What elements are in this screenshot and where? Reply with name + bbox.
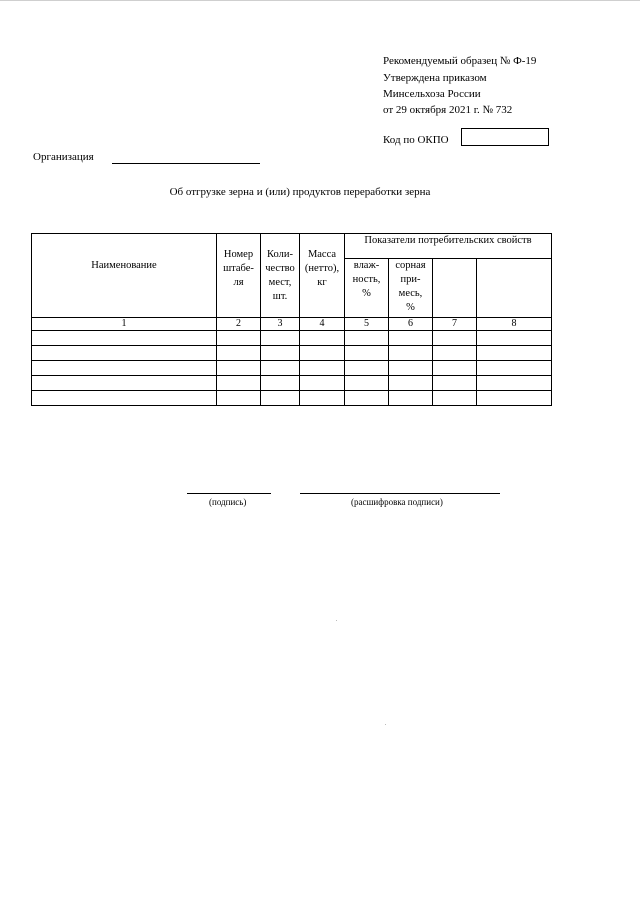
signature-decode-caption: (расшифровка подписи) <box>351 497 443 507</box>
table-cell[interactable] <box>261 331 300 346</box>
table-cell[interactable] <box>477 391 552 406</box>
table-cell[interactable] <box>32 346 217 361</box>
table-row <box>32 376 552 391</box>
table-row <box>32 361 552 376</box>
table-cell[interactable] <box>389 346 433 361</box>
table-cell[interactable] <box>345 391 389 406</box>
table-cell[interactable] <box>217 346 261 361</box>
scan-speck <box>336 620 337 621</box>
table-cell[interactable] <box>300 331 345 346</box>
table-cell[interactable] <box>389 361 433 376</box>
table-cell[interactable] <box>300 346 345 361</box>
scan-speck <box>385 724 386 725</box>
table-row <box>32 391 552 406</box>
table-cell[interactable] <box>261 346 300 361</box>
column-number: 7 <box>433 318 477 331</box>
table-row <box>32 331 552 346</box>
column-number: 4 <box>300 318 345 331</box>
table-cell[interactable] <box>300 361 345 376</box>
scan-edge <box>0 0 640 5</box>
table-cell[interactable] <box>217 331 261 346</box>
col-header-stack: Номер штабе- ля <box>217 234 261 318</box>
col-header-weed-admixture: сорная при- месь, % <box>389 259 433 318</box>
column-number: 5 <box>345 318 389 331</box>
table-cell[interactable] <box>32 376 217 391</box>
table-cell[interactable] <box>345 331 389 346</box>
col-header-8 <box>477 259 552 318</box>
column-number: 8 <box>477 318 552 331</box>
signature-caption: (подпись) <box>209 497 247 507</box>
column-number-row <box>32 318 552 331</box>
table-cell[interactable] <box>433 331 477 346</box>
table-cell[interactable] <box>389 376 433 391</box>
shipment-table <box>31 233 552 406</box>
table-cell[interactable] <box>217 376 261 391</box>
approved-by: Утверждена приказом <box>383 72 487 84</box>
table-cell[interactable] <box>433 376 477 391</box>
table-cell[interactable] <box>345 346 389 361</box>
okpo-label: Код по ОКПО <box>383 134 449 146</box>
signature-decode-line[interactable] <box>300 493 500 494</box>
table-cell[interactable] <box>433 346 477 361</box>
table-cell[interactable] <box>477 361 552 376</box>
organization-label: Организация <box>33 151 94 163</box>
form-sample-number: Рекомендуемый образец № Ф-19 <box>383 55 537 67</box>
column-number: 2 <box>217 318 261 331</box>
document-title: Об отгрузке зерна и (или) продуктов переработки зерна <box>169 186 431 198</box>
table-cell[interactable] <box>261 391 300 406</box>
signature-line[interactable] <box>187 493 271 494</box>
table-cell[interactable] <box>217 391 261 406</box>
col-header-moisture: влаж- ность, % <box>345 259 389 318</box>
table-cell[interactable] <box>477 346 552 361</box>
col-header-mass: Масса (нетто), кг <box>300 234 345 318</box>
okpo-field[interactable] <box>461 128 549 146</box>
table-cell[interactable] <box>345 376 389 391</box>
order-date: от 29 октября 2021 г. № 732 <box>383 104 513 116</box>
table-cell[interactable] <box>32 331 217 346</box>
table-cell[interactable] <box>300 391 345 406</box>
table-cell[interactable] <box>433 361 477 376</box>
column-number: 1 <box>32 318 217 331</box>
table-cell[interactable] <box>477 331 552 346</box>
table-cell[interactable] <box>433 391 477 406</box>
col-header-quantity: Коли- чество мест, шт. <box>261 234 300 318</box>
table-cell[interactable] <box>32 391 217 406</box>
organization-field[interactable] <box>112 163 260 164</box>
column-number: 6 <box>389 318 433 331</box>
table-row <box>32 346 552 361</box>
ministry-name: Минсельхоза России <box>383 88 481 100</box>
table-cell[interactable] <box>389 391 433 406</box>
column-number: 3 <box>261 318 300 331</box>
table-cell[interactable] <box>217 361 261 376</box>
col-header-7 <box>433 259 477 318</box>
table-cell[interactable] <box>300 376 345 391</box>
table-cell[interactable] <box>261 361 300 376</box>
table-cell[interactable] <box>345 361 389 376</box>
table-cell[interactable] <box>32 361 217 376</box>
table-cell[interactable] <box>261 376 300 391</box>
table-cell[interactable] <box>389 331 433 346</box>
group-header-properties: Показатели потребительских свойств <box>345 234 552 259</box>
col-header-name: Наименование <box>32 234 217 318</box>
table-cell[interactable] <box>477 376 552 391</box>
header-row-1 <box>32 234 552 259</box>
